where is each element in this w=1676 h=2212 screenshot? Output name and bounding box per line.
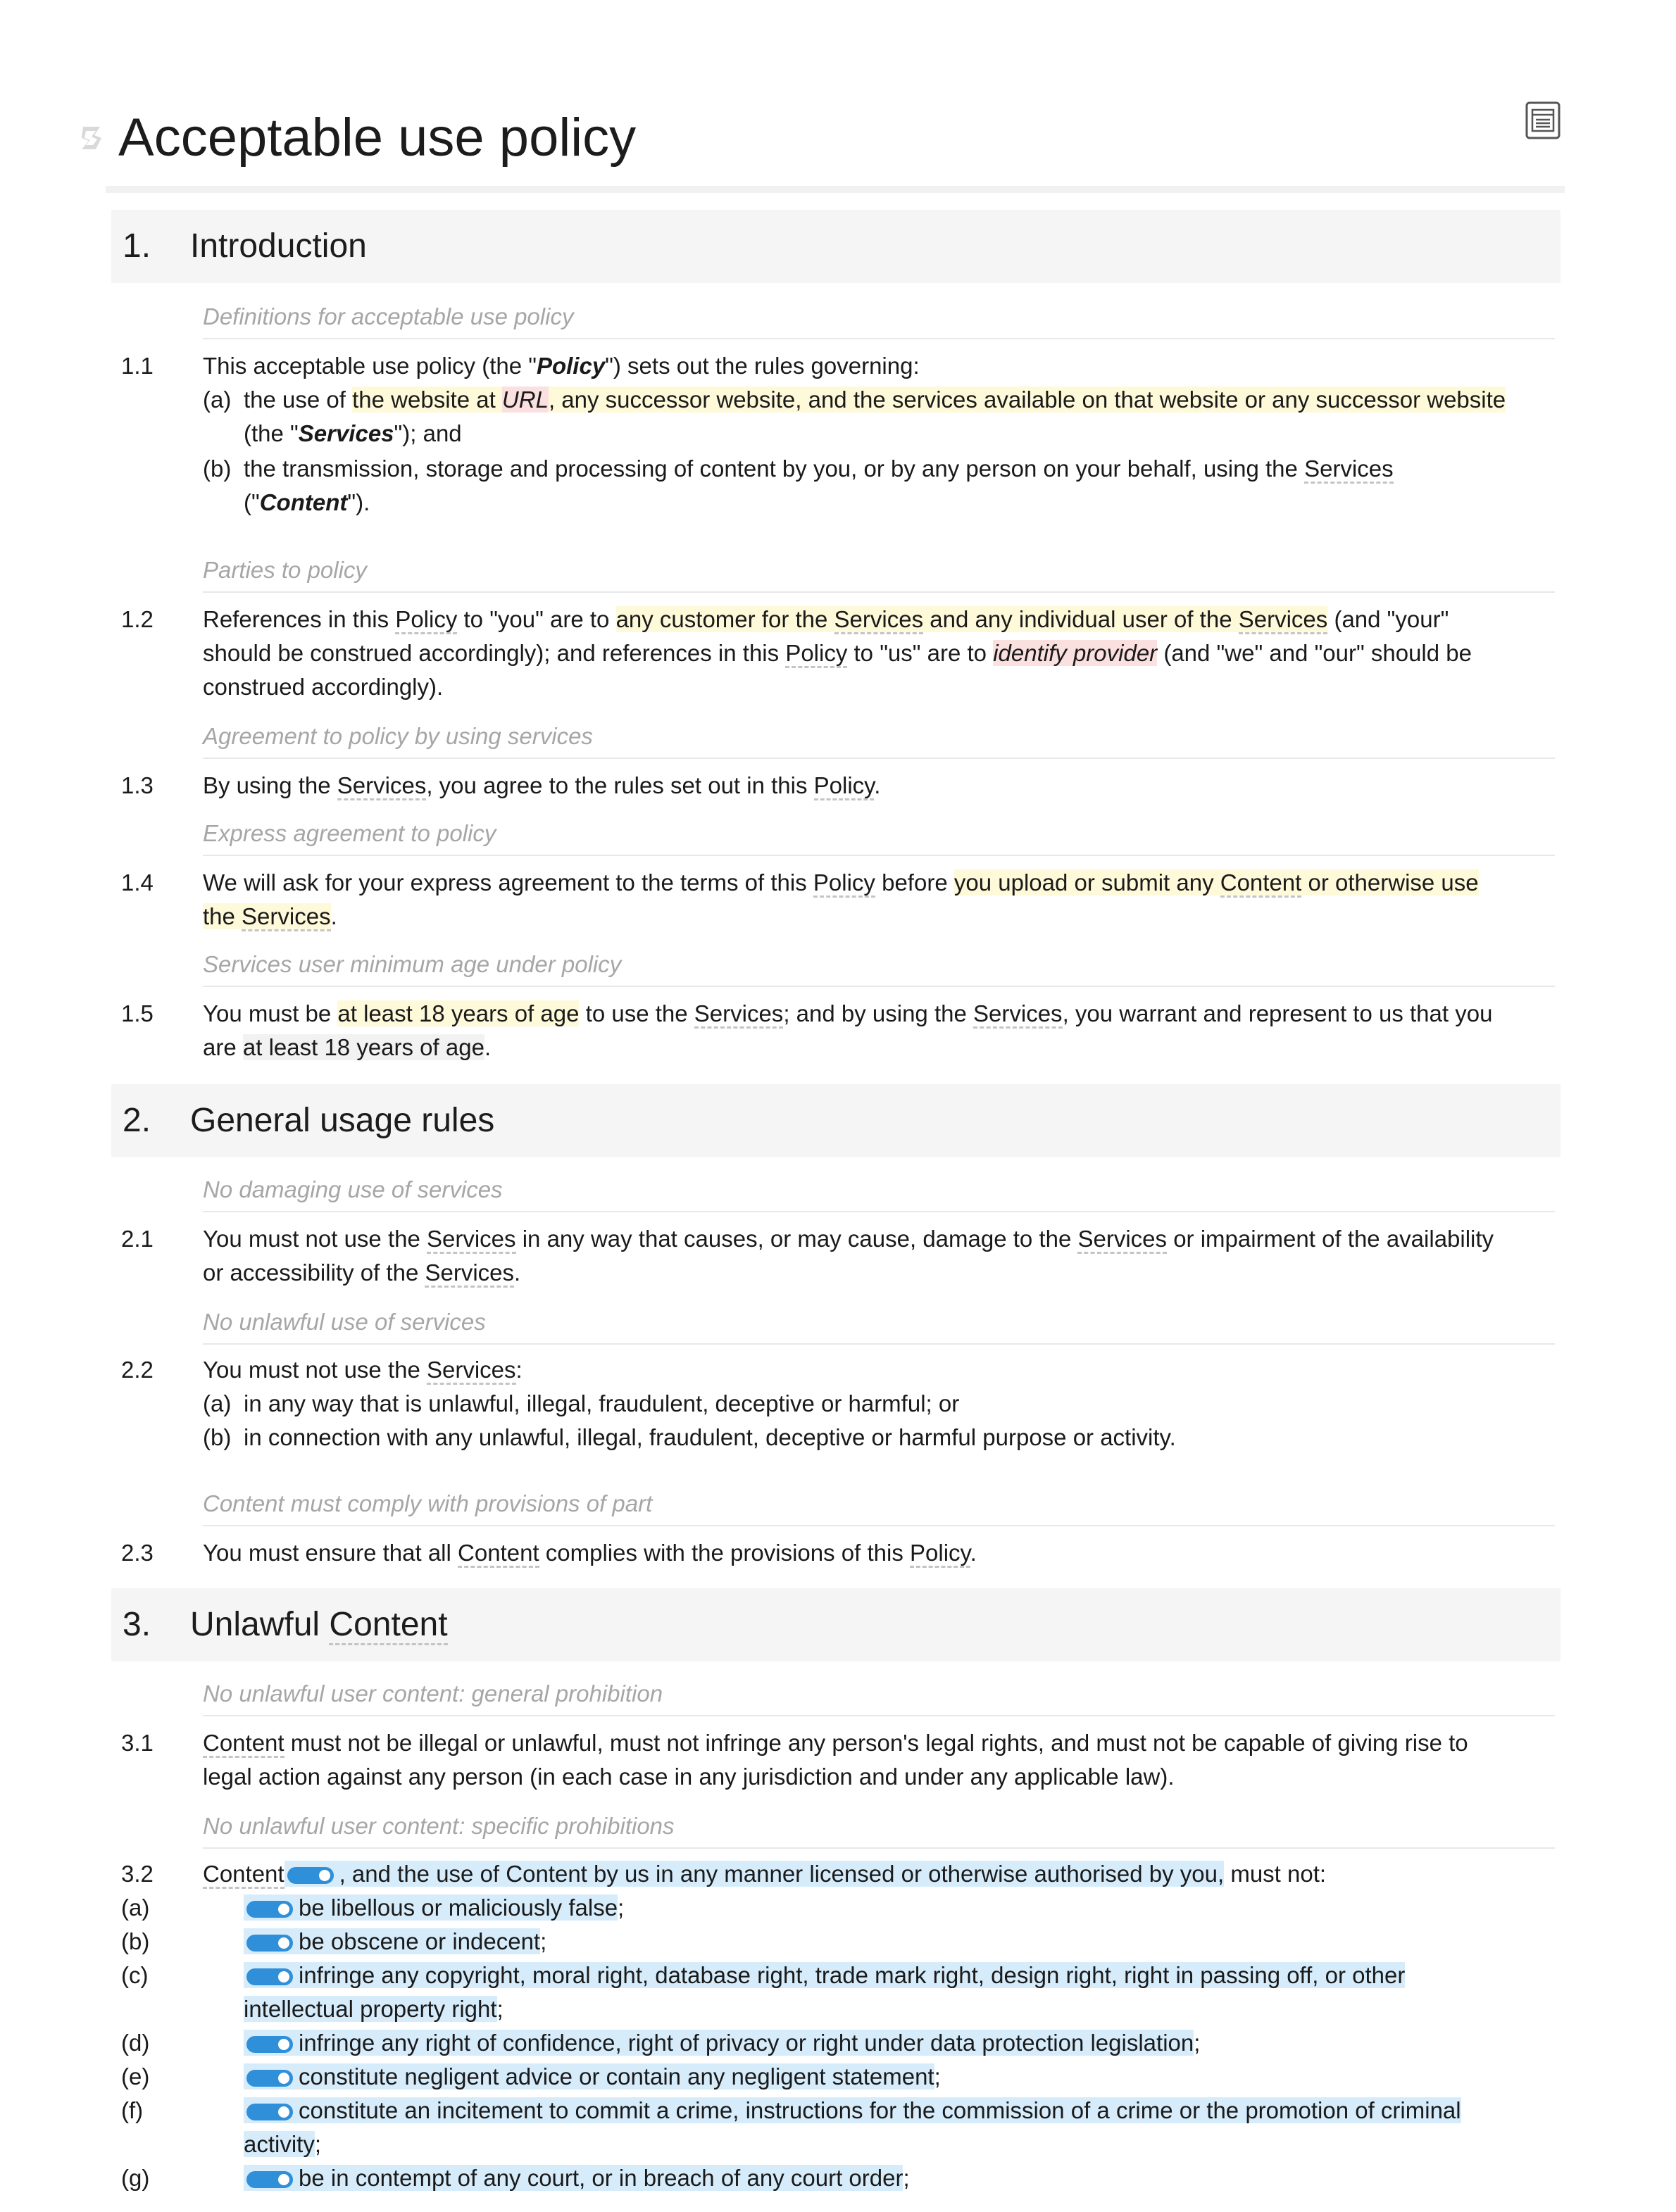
list-item: constitute an incitement to commit a crime, instructions for the commission of a crime or the promotion of criminal bbox=[244, 2094, 1555, 2128]
list-item: the transmission, storage and processing of content by you, or by any person on your behalf, using the Services bbox=[244, 452, 1555, 486]
term-link[interactable]: Services bbox=[337, 772, 427, 800]
clause-text: By using the Services, you agree to the rules set out in this Policy. bbox=[203, 769, 1555, 803]
variable-field[interactable]: any customer for the Services and any individual user of the Services bbox=[616, 606, 1328, 632]
clause-number: 1.4 bbox=[121, 869, 154, 896]
subheading-divider bbox=[203, 338, 1555, 339]
list-item: the use of the website at URL, any successor website, and the services available on that website or any successor website bbox=[244, 387, 1506, 413]
subheading-divider bbox=[203, 758, 1555, 759]
variable-field[interactable]: you upload or submit any Content or otherwise use bbox=[954, 869, 1479, 896]
table-of-contents-icon[interactable] bbox=[1525, 101, 1561, 139]
section-heading-general-usage-rules[interactable] bbox=[111, 1084, 1561, 1157]
clause-number: 3.2 bbox=[121, 1861, 154, 1887]
clause-text: You must not use the Services in any way that causes, or may cause, damage to the Services or impairment of the availability bbox=[203, 1222, 1555, 1256]
clause-subheading: Parties to policy bbox=[203, 557, 367, 583]
clause-text: You must ensure that all Content complies with the provisions of this Policy. bbox=[203, 1536, 1555, 1570]
clause-number: 2.3 bbox=[121, 1540, 154, 1566]
defined-term: Content bbox=[259, 489, 348, 515]
placeholder-field[interactable]: URL bbox=[501, 387, 549, 413]
section-title: Unlawful Content bbox=[190, 1588, 448, 1661]
clause-subheading: Definitions for acceptable use policy bbox=[203, 303, 574, 329]
list-marker: (c) bbox=[121, 1962, 149, 1988]
term-link[interactable]: Policy bbox=[813, 869, 875, 898]
list-item-continuation: (the "Services"); and bbox=[244, 420, 462, 446]
defined-term: Services bbox=[298, 420, 394, 446]
list-item: constitute negligent advice or contain any negligent statement; bbox=[244, 2060, 1555, 2094]
subheading-divider bbox=[203, 1211, 1555, 1212]
clause-subheading: Express agreement to policy bbox=[203, 820, 496, 846]
subheading-divider bbox=[203, 1343, 1555, 1345]
list-item: in connection with any unlawful, illegal, fraudulent, deceptive or harmful purpose or activity. bbox=[244, 1424, 1176, 1450]
section-heading-introduction[interactable] bbox=[111, 210, 1561, 283]
list-marker: (f) bbox=[121, 2097, 144, 2123]
section-title: Introduction bbox=[190, 227, 367, 265]
clause-text: Content must not be illegal or unlawful, must not infringe any person's legal rights, and must not be capable of giving rise to bbox=[203, 1726, 1555, 1760]
clause-text: You must be at least 18 years of age to use the Services; and by using the Services, you warrant and represent to us that you bbox=[203, 997, 1555, 1031]
clause-text: References in this Policy to "you" are to any customer for the Services and any individual user of the Services (and "your" bbox=[203, 603, 1555, 636]
list-marker: (b) bbox=[203, 1424, 232, 1450]
variable-field[interactable]: the Services bbox=[203, 903, 331, 929]
optional-text: , and the use of Content by us in any manner licensed or otherwise authorised by you, bbox=[284, 1861, 1225, 1887]
variable-field[interactable]: the website at URL, any successor website, and the services available on that website or any successor website bbox=[352, 387, 1506, 413]
clause-subheading: Agreement to policy by using services bbox=[203, 723, 593, 749]
clause-number: 1.2 bbox=[121, 606, 154, 632]
clause-text-line: are at least 18 years of age. bbox=[203, 1034, 492, 1060]
term-link[interactable]: Services bbox=[694, 1000, 784, 1029]
section-heading-unlawful-content[interactable] bbox=[111, 1588, 1561, 1661]
linked-value[interactable]: at least 18 years of age bbox=[242, 1034, 484, 1060]
list-item: infringe any right of confidence, right of privacy or right under data protection legislation; bbox=[244, 2026, 1555, 2060]
term-link[interactable]: Services bbox=[973, 1000, 1063, 1029]
clause-text-line: should be construed accordingly); and references in this Policy to "us" are to identify provider (and "we" and "our" should be bbox=[203, 636, 1555, 670]
toggle-switch[interactable] bbox=[246, 2070, 293, 2087]
list-marker: (d) bbox=[121, 2030, 150, 2056]
section-title: General usage rules bbox=[190, 1102, 495, 1139]
list-item: be libellous or maliciously false; bbox=[244, 1891, 1555, 1925]
clause-number: 1.1 bbox=[121, 353, 154, 379]
term-link[interactable]: Policy bbox=[814, 772, 875, 800]
section-number: 1. bbox=[123, 227, 151, 265]
clause-text: We will ask for your express agreement to the terms of this Policy before you upload or submit any Content or otherwise use bbox=[203, 866, 1555, 900]
clause-subheading: No unlawful user content: general prohibition bbox=[203, 1680, 663, 1707]
clause-text: This acceptable use policy (the "Policy") sets out the rules governing: bbox=[203, 353, 920, 379]
list-item: infringe any copyright, moral right, database right, trade mark right, design right, right in passing off, or other bbox=[244, 1959, 1555, 1992]
clause-text-line: the Services. bbox=[203, 900, 1555, 934]
clause-text: You must not use the Services: bbox=[203, 1353, 1555, 1387]
defined-term: Policy bbox=[536, 353, 606, 379]
clause-number: 2.2 bbox=[121, 1357, 154, 1383]
clause-subheading: Services user minimum age under policy bbox=[203, 951, 622, 977]
variable-field[interactable]: at least 18 years of age bbox=[337, 1000, 580, 1026]
subheading-divider bbox=[203, 986, 1555, 987]
section-number: 2. bbox=[123, 1102, 151, 1139]
toggle-switch[interactable] bbox=[246, 1935, 293, 1952]
term-link[interactable]: Services bbox=[1304, 455, 1394, 484]
list-item-continuation: activity; bbox=[244, 2131, 322, 2157]
list-marker: (a) bbox=[203, 387, 232, 413]
list-item: be obscene or indecent; bbox=[244, 1925, 1555, 1959]
page-title: Acceptable use policy bbox=[118, 108, 637, 168]
toggle-switch[interactable] bbox=[246, 1901, 293, 1918]
list-item: be in contempt of any court, or in breach of any court order; bbox=[244, 2161, 1555, 2195]
toggle-switch[interactable] bbox=[246, 2036, 293, 2053]
list-item: in any way that is unlawful, illegal, fraudulent, deceptive or harmful; or bbox=[244, 1390, 960, 1416]
term-link[interactable]: Content bbox=[458, 1540, 539, 1568]
clause-subheading: No unlawful user content: specific prohibitions bbox=[203, 1813, 675, 1839]
list-marker: (b) bbox=[203, 455, 232, 482]
clause-subheading: No unlawful use of services bbox=[203, 1309, 486, 1335]
document-header bbox=[79, 104, 1563, 177]
list-marker: (a) bbox=[121, 1894, 150, 1921]
term-link[interactable]: Services bbox=[427, 1357, 516, 1385]
clause-number: 2.1 bbox=[121, 1226, 154, 1252]
clause-text-line: or accessibility of the Services. bbox=[203, 1256, 1555, 1290]
term-link[interactable]: Services bbox=[427, 1226, 516, 1254]
term-link[interactable]: Policy bbox=[910, 1540, 970, 1568]
toggle-switch[interactable] bbox=[287, 1867, 334, 1884]
placeholder-field[interactable]: identify provider bbox=[993, 640, 1158, 666]
term-link[interactable]: Services bbox=[1077, 1226, 1167, 1254]
term-link[interactable]: Policy bbox=[395, 606, 457, 634]
clause-number: 1.3 bbox=[121, 772, 154, 798]
clause-subheading: No damaging use of services bbox=[203, 1176, 503, 1202]
document-logo-icon bbox=[79, 121, 106, 153]
clause-text-line: construed accordingly). bbox=[203, 674, 444, 700]
term-link[interactable]: Content bbox=[203, 1730, 284, 1758]
clause-number: 3.1 bbox=[121, 1730, 154, 1756]
list-item-continuation: ("Content"). bbox=[244, 489, 370, 515]
term-link[interactable]: Services bbox=[425, 1259, 514, 1288]
toggle-switch[interactable] bbox=[246, 2171, 293, 2188]
list-item-continuation: intellectual property right; bbox=[244, 1996, 504, 2022]
term-link[interactable]: Policy bbox=[785, 640, 847, 668]
clause-number: 1.5 bbox=[121, 1000, 154, 1026]
section-number: 3. bbox=[123, 1606, 151, 1643]
list-marker: (e) bbox=[121, 2063, 150, 2090]
toggle-switch[interactable] bbox=[246, 2104, 293, 2120]
term-link[interactable]: Content bbox=[203, 1861, 284, 1889]
subheading-divider bbox=[203, 591, 1555, 593]
toggle-switch[interactable] bbox=[246, 1968, 293, 1985]
clause-text: Content , and the use of Content by us in any manner licensed or otherwise authorised by you, must not: bbox=[203, 1857, 1555, 1891]
clause-subheading: Content must comply with provisions of part bbox=[203, 1490, 653, 1516]
list-marker: (g) bbox=[121, 2165, 150, 2191]
subheading-divider bbox=[203, 1715, 1555, 1716]
clause-text-line: legal action against any person (in each case in any jurisdiction and under any applicable law). bbox=[203, 1764, 1175, 1790]
list-marker: (a) bbox=[203, 1390, 232, 1416]
subheading-divider bbox=[203, 1847, 1555, 1849]
subheading-divider bbox=[203, 855, 1555, 856]
subheading-divider bbox=[203, 1525, 1555, 1526]
header-divider bbox=[106, 186, 1565, 193]
list-marker: (b) bbox=[121, 1928, 150, 1954]
